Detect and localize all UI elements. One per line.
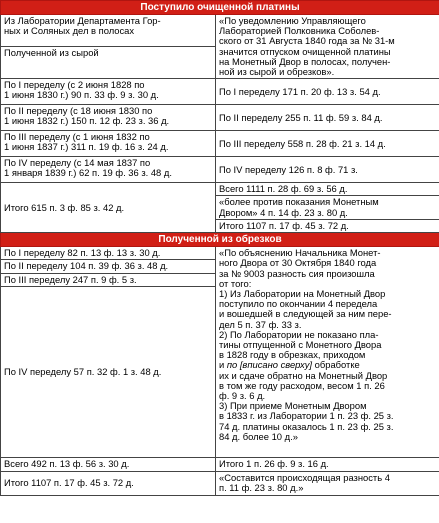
row-left-cell: По III переделу (с 1 июня 1832 по 1 июня 1837 г.) 311 п. 19 ф. 16 з. 24 д. bbox=[1, 131, 216, 157]
inserted-above-line: и по [вписано сверху] обработке bbox=[219, 359, 360, 371]
section2-total-left: Всего 492 п. 13 ф. 56 з. 30 д. bbox=[1, 457, 216, 471]
final-total-left: Итого 1107 п. 17 ф. 45 з. 72 д. bbox=[1, 471, 216, 495]
table-row bbox=[1, 247, 439, 260]
table-row bbox=[1, 157, 439, 183]
final-difference-note: «Составится происходящая разность 4 п. 11 ф. 23 з. 80 д.» bbox=[216, 471, 439, 495]
section1-total-left: Итого 615 п. 3 ф. 85 з. 42 д. bbox=[1, 183, 216, 233]
row-left-cell: По II переделу (с 18 июня 1830 по 1 июня 1832 г.) 150 п. 12 ф. 23 з. 36 д. bbox=[1, 105, 216, 131]
excess-note: «более против показания Монетным Двором» 4 п. 14 ф. 23 з. 80 д. bbox=[216, 195, 439, 218]
row-right-cell: По III переделу 558 п. 28 ф. 21 з. 14 д. bbox=[216, 131, 439, 157]
row-left-cell: По I переделу 82 п. 13 ф. 13 з. 30 д. bbox=[1, 247, 216, 260]
section1-totals-row bbox=[1, 183, 439, 233]
row-left-cell: По IV переделу 57 п. 32 ф. 1 з. 48 д. bbox=[1, 286, 216, 457]
grand-total-line: Всего 1111 п. 28 ф. 69 з. 56 д. bbox=[219, 183, 348, 195]
row-left-cell: По I переделу (с 2 июня 1828 по 1 июня 1830 г.) 90 п. 33 ф. 9 з. 30 д. bbox=[1, 79, 216, 105]
section1-total-right bbox=[216, 183, 439, 233]
intro-left-from-raw: Полученной из сырой bbox=[1, 46, 215, 59]
intro-left-cell bbox=[1, 15, 216, 79]
intro-right-notice: «По уведомлению Управляющего Лабораторией Полковника Соболев- ского от 31 Августа 1840 года за № 31-м значится отпуском очищенной платины на Монетный Двор в полосах, получен- ной из сырой и обрезков». bbox=[216, 15, 439, 79]
intro-left-source: Из Лаборатории Департамента Гор- ных и Соляных дел в полосах bbox=[4, 15, 161, 37]
row-right-cell: По II переделу 255 п. 11 ф. 59 з. 84 д. bbox=[216, 105, 439, 131]
table-row bbox=[1, 105, 439, 131]
final-totals-row bbox=[1, 471, 439, 495]
table-row bbox=[1, 131, 439, 157]
row-right-cell: По IV переделу 126 п. 8 ф. 71 з. bbox=[216, 157, 439, 183]
section-heading-from-scraps: Полученной из обрезков bbox=[1, 233, 439, 247]
inserted-above-annotation: по [вписано сверху] bbox=[226, 359, 313, 371]
table-row bbox=[1, 79, 439, 105]
row-left-cell: По IV переделу (с 14 мая 1837 по 1 января 1839 г.) 62 п. 19 ф. 36 з. 48 д. bbox=[1, 157, 216, 183]
row-right-cell: По I переделу 171 п. 20 ф. 13 з. 54 д. bbox=[216, 79, 439, 105]
net-total-line: Итого 1107 п. 17 ф. 45 з. 72 д. bbox=[216, 219, 439, 232]
row-left-cell: По III переделу 247 п. 9 ф. 5 з. bbox=[1, 273, 216, 286]
explanation-note: «По объяснению Начальника Монет- ного Двора от 30 Октября 1840 года за № 9003 разность сия произошла от того: 1) Из Лаборатории на Монетный Двор поступило по окончании 4 передела и вошедшей в следующей за ним пере- дел 5 п. 37 ф. 33 з. 2) По Лаборатории не показано пла- тины отпущенной с Монетного Двора в 1828 году в обрезках, приходом и по [вписано сверху] обработке их и сдаче обратно на Монетный Двор в том же году расходом, весом 1 п. 26 ф. 9 з. 6 д. 3) При приеме Монетным Двором в 1833 г. из Лаборатории 1 п. 23 ф. 25 з. 74 д. платины оказалось 1 п. 23 ф. 25 з. 84 д. более 10 д.» bbox=[216, 247, 439, 458]
section-heading-refined-platinum: Поступило очищенной платины bbox=[1, 1, 439, 15]
section2-totals-row bbox=[1, 457, 439, 471]
section2-total-right: Итого 1 п. 26 ф. 9 з. 16 д. bbox=[216, 457, 439, 471]
row-left-cell: По II переделу 104 п. 39 ф. 36 з. 48 д. bbox=[1, 260, 216, 273]
